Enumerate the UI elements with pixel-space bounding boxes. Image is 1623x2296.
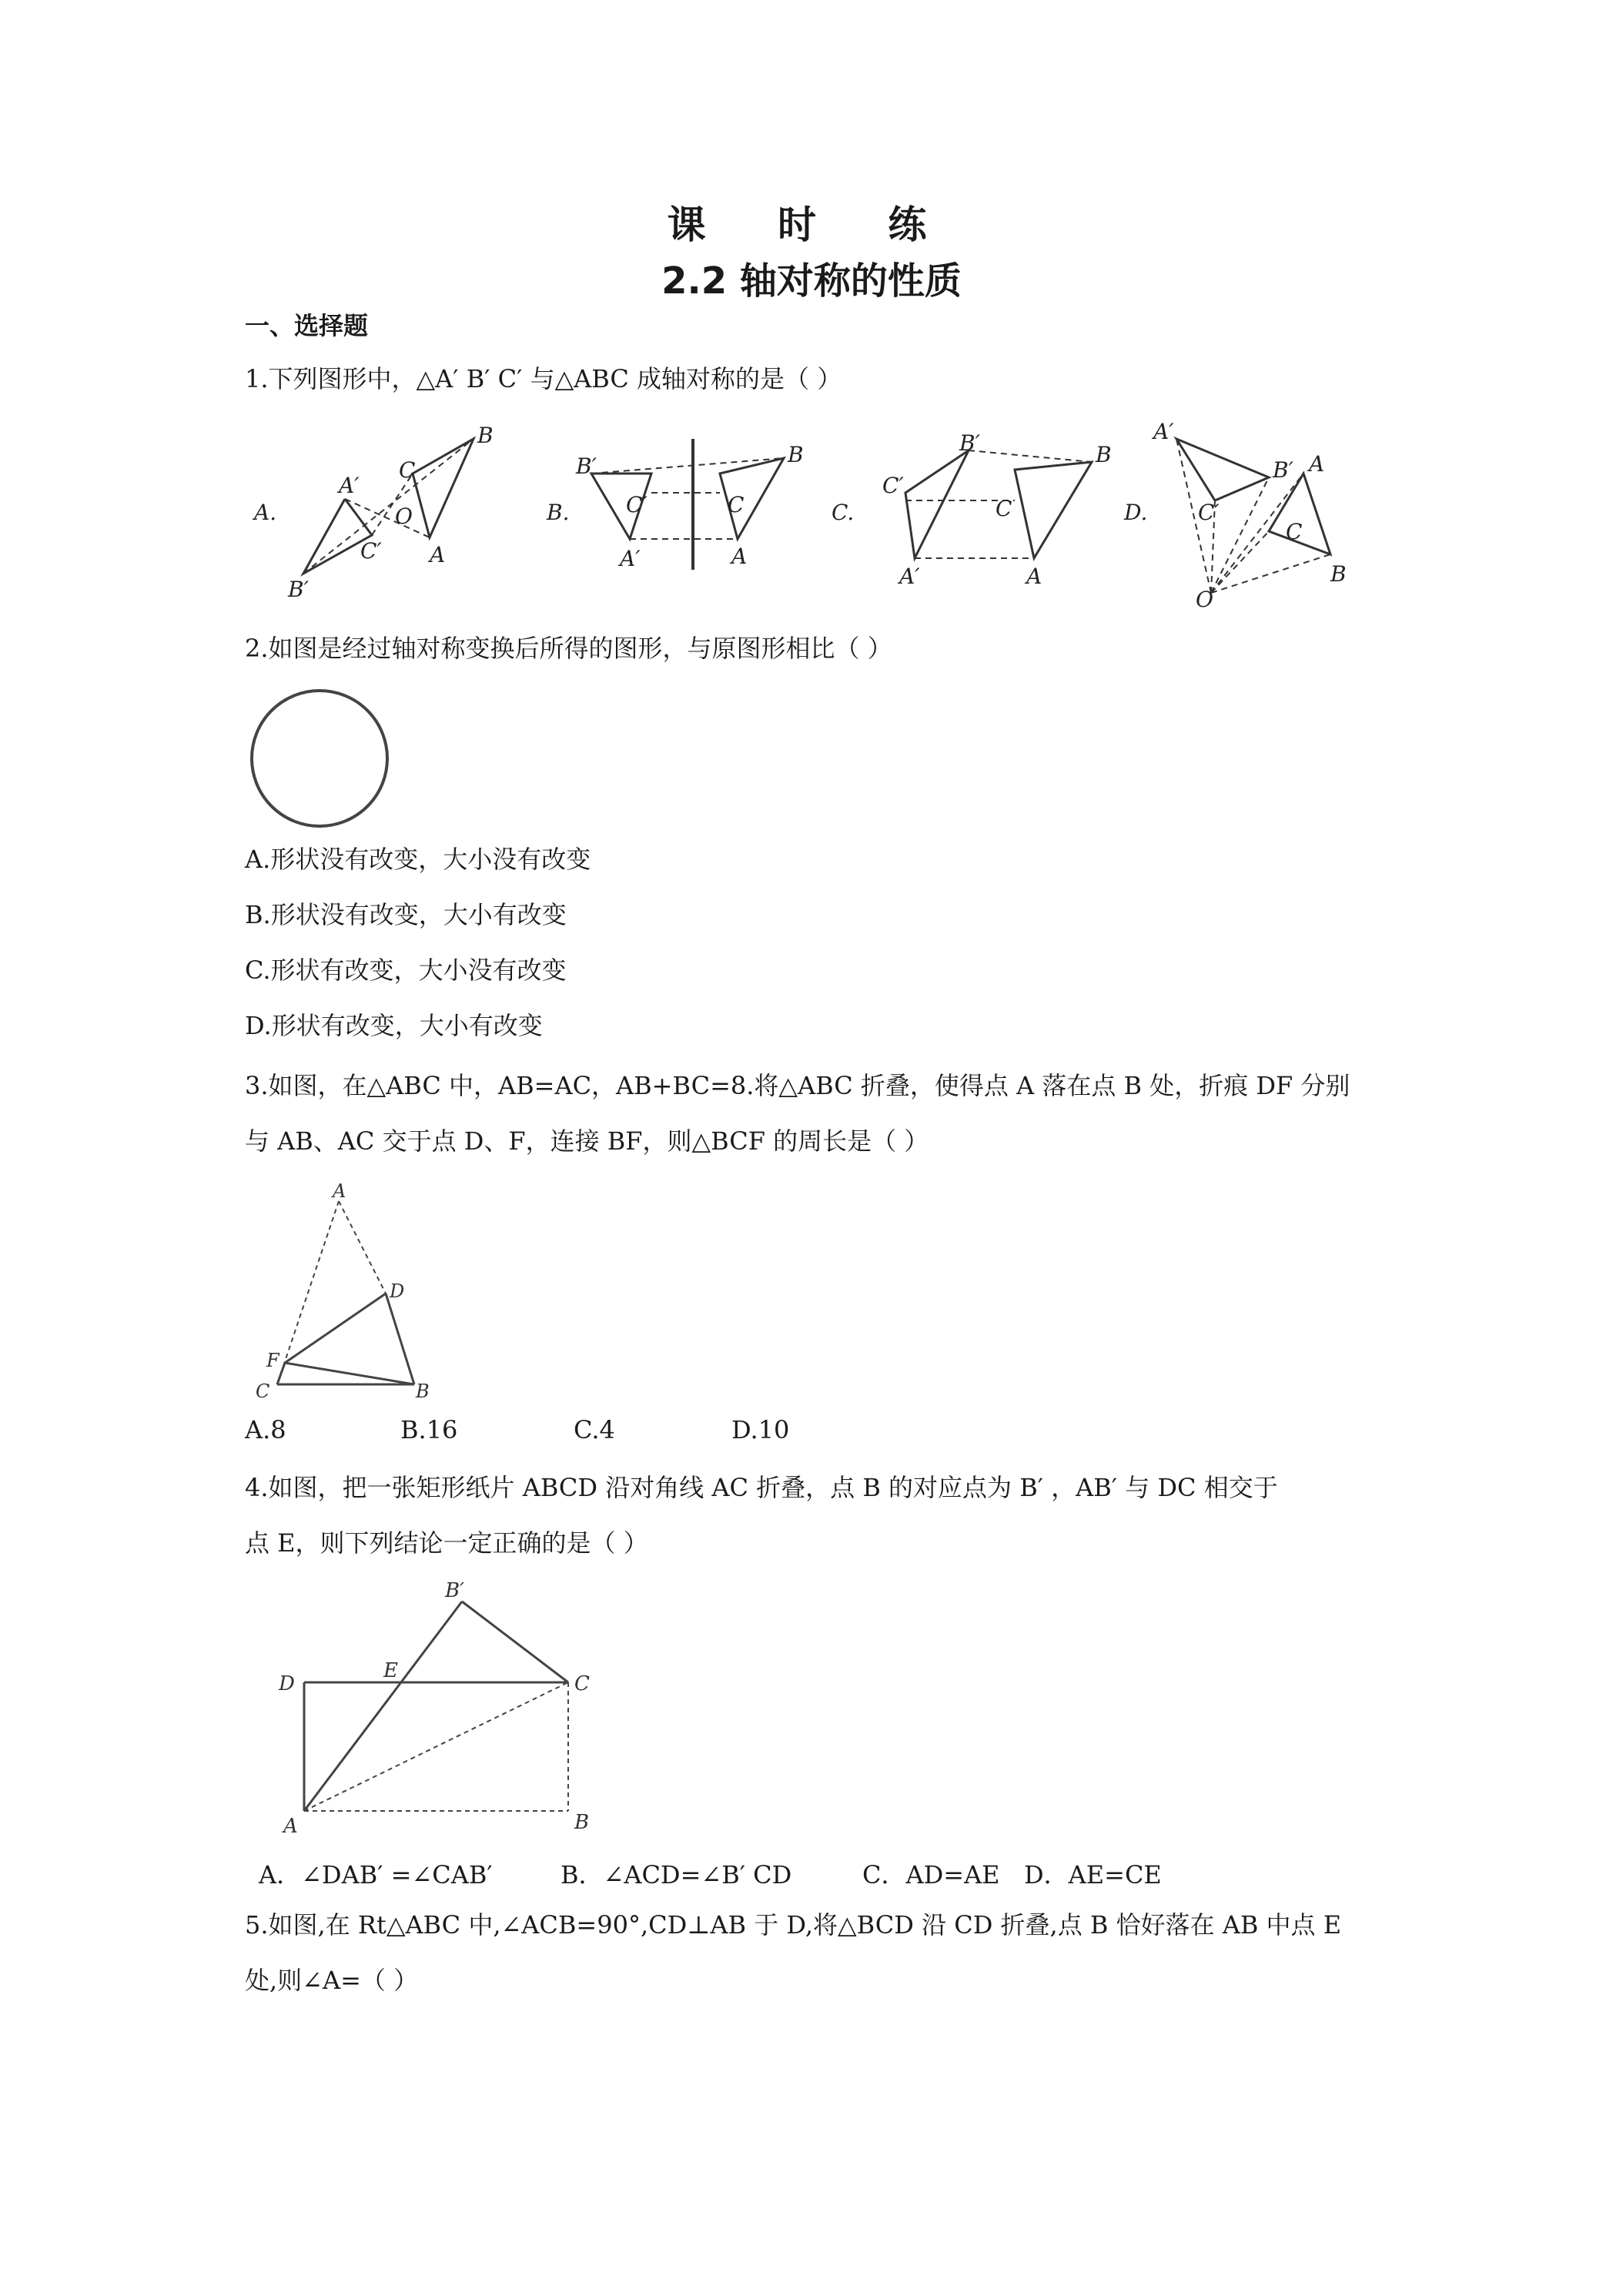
q1-option-d[interactable]: D. [1124, 500, 1148, 525]
q1b-label-c: C [728, 492, 745, 517]
q4-option-c[interactable]: C．AD=AE [862, 1860, 1000, 1889]
q1c-label-a: A [1026, 564, 1042, 589]
q1c-label-c: C [996, 496, 1012, 521]
q1b-label-a: A [731, 544, 748, 569]
q3-figure-triangle [245, 1178, 445, 1401]
q3-label-d: D [390, 1280, 405, 1302]
q1b-label-a1: A′ [620, 546, 641, 571]
q4-label-b1: B′ [445, 1579, 465, 1602]
q3-stem-line1: 3.如图，在△ABC 中，AB=AC，AB+BC=8.将△ABC 折叠，使得点 A 落在点 B 处，折痕 DF 分别 [245, 1071, 1350, 1100]
q4-option-b[interactable]: B．∠ACD=∠B′ CD [561, 1860, 792, 1889]
q1d-label-a: A [1309, 451, 1325, 477]
q3-option-d[interactable]: D.10 [731, 1415, 790, 1444]
q2-option-a[interactable]: A.形状没有改变，大小没有改变 [245, 845, 591, 874]
q3-label-b: B [416, 1381, 430, 1401]
q1d-label-c: C [1286, 519, 1303, 544]
q1d-label-a1: A′ [1153, 419, 1174, 444]
q2-option-d[interactable]: D.形状有改变，大小有改变 [245, 1011, 543, 1040]
q1c-label-b: B [1096, 442, 1112, 467]
q4-label-b: B [574, 1811, 590, 1834]
q1d-label-c1: C′ [1198, 500, 1220, 525]
q1a-label-c1: C′ [360, 538, 382, 564]
q4-label-a: A [283, 1815, 298, 1838]
q4-stem-line2: 点 E，则下列结论一定正确的是（ ） [245, 1528, 648, 1558]
q1d-label-o: O [1196, 587, 1213, 608]
q4-figure-rectangle [269, 1578, 608, 1840]
q1-option-b[interactable]: B. [547, 500, 570, 525]
q1a-label-c: C [399, 457, 416, 483]
q1a-label-o: O [395, 504, 413, 529]
page-subtitle: 2.2 轴对称的性质 [661, 259, 962, 303]
q1-figure [245, 416, 1369, 608]
q4-option-d[interactable]: D．AE=CE [1024, 1860, 1162, 1889]
q4-option-a[interactable]: A．∠DAB′ =∠CAB′ [259, 1860, 493, 1889]
q1b-label-c1: C′ [626, 492, 648, 517]
q2-option-c[interactable]: C.形状有改变，大小没有改变 [245, 956, 567, 985]
section-title: 一、选择题 [245, 311, 369, 340]
q2-option-b[interactable]: B.形状没有改变，大小有改变 [245, 900, 567, 929]
q1a-label-b1: B′ [288, 577, 309, 602]
q3-label-f: F [266, 1350, 279, 1371]
q1-option-c[interactable]: C. [832, 500, 855, 525]
q1d-label-b1: B′ [1273, 457, 1293, 483]
q1-stem: 1.下列图形中，△A′ B′ C′ 与△ABC 成轴对称的是（ ） [245, 364, 842, 393]
q1b-label-b: B [788, 442, 804, 467]
q3-option-c[interactable]: C.4 [574, 1415, 615, 1444]
q4-label-e: E [383, 1659, 398, 1682]
q4-stem-line1: 4.如图，把一张矩形纸片 ABCD 沿对角线 AC 折叠，点 B 的对应点为 B′ ，AB′ 与 DC 相交于 [245, 1473, 1278, 1502]
q4-label-d: D [279, 1672, 295, 1695]
q3-option-b[interactable]: B.16 [400, 1415, 458, 1444]
q1a-label-a1: A′ [339, 473, 360, 498]
page-title: 课 时 练 [667, 202, 956, 247]
q4-label-c: C [574, 1672, 590, 1695]
q1d-label-b: B [1330, 561, 1347, 587]
q1a-label-a: A [430, 542, 446, 567]
q1c-label-a1: A′ [899, 564, 920, 589]
q2-stem: 2.如图是经过轴对称变换后所得的图形，与原图形相比（ ） [245, 634, 892, 663]
q3-label-a: A [333, 1180, 346, 1202]
q5-stem-line2: 处,则∠A=（ ） [245, 1966, 419, 1995]
q1-option-a[interactable]: A. [254, 500, 277, 525]
q3-option-a[interactable]: A.8 [245, 1415, 286, 1444]
q3-stem-line2: 与 AB、AC 交于点 D、F，连接 BF，则△BCF 的周长是（ ） [245, 1126, 929, 1156]
q1b-label-b1: B′ [576, 454, 597, 479]
q2-figure-circle [248, 687, 391, 830]
q1c-label-c1: C′ [882, 473, 904, 498]
q1c-label-b1: B′ [959, 430, 980, 456]
q5-stem-line1: 5.如图,在 Rt△ABC 中,∠ACB=90°,CD⊥AB 于 D,将△BCD 沿 CD 折叠,点 B 恰好落在 AB 中点 E [245, 1910, 1342, 1940]
q3-label-c: C [256, 1381, 270, 1401]
q1a-label-b: B [477, 423, 494, 448]
